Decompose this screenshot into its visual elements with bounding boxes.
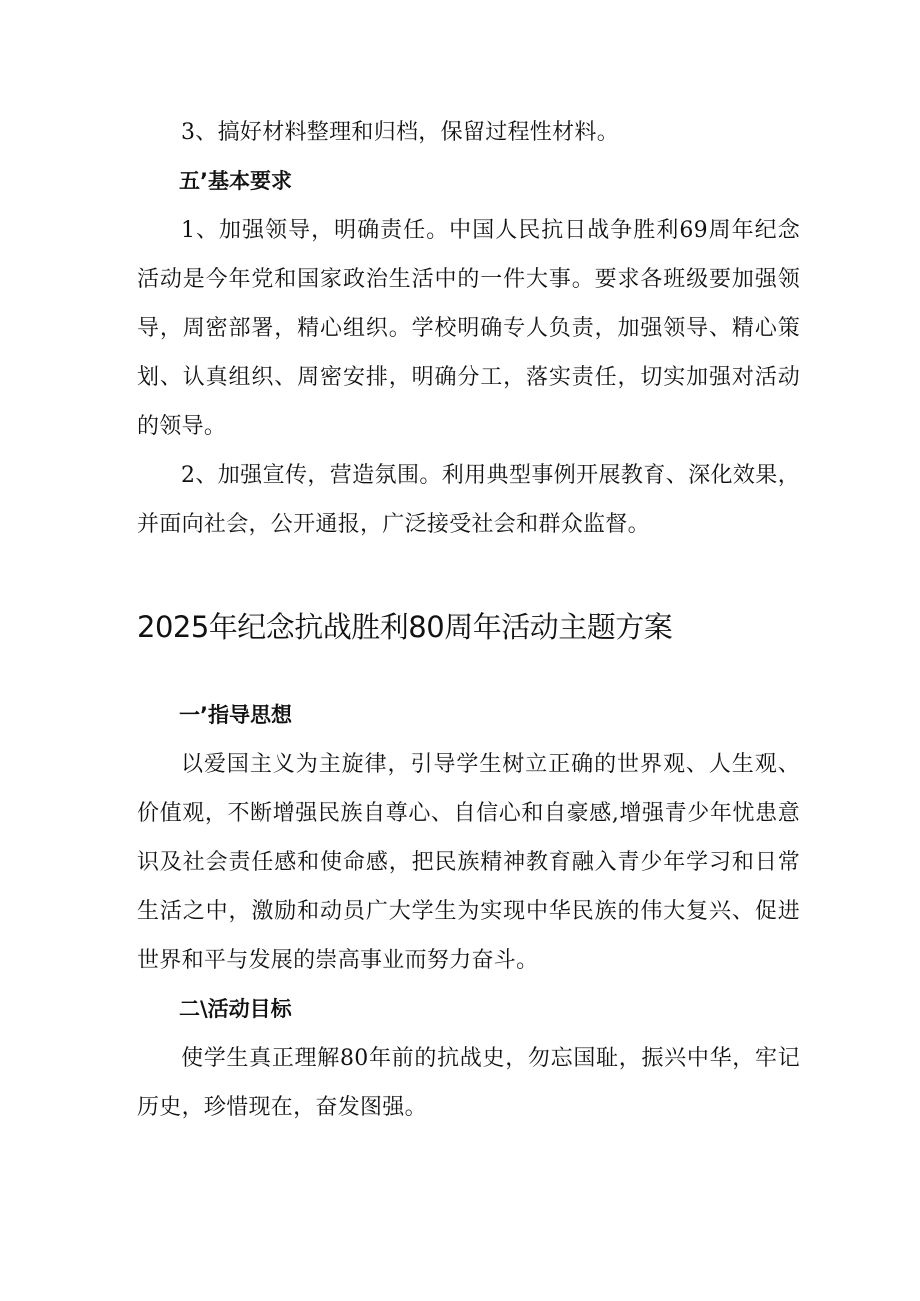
activity-goals-paragraph: 使学生真正理解80年前的抗战史，勿忘国耻，振兴中华，牢记历史，珍惜现在，奋发图强。 (137, 1046, 800, 1120)
requirement-2-paragraph: 2、加强宣传，营造氛围。利用典型事例开展教育、深化效果，并面向社会，公开通报，广泛接受社会和群众监督。 (137, 463, 800, 537)
item-3-paragraph: 3、搞好材料整理和归档，保留过程性材料。 (181, 120, 619, 145)
guiding-ideology-paragraph: 以爱国主义为主旋律，引导学生树立正确的世界观、人生观、价值观，不断增强民族自尊心、自信心和自豪感,增强青少年忧患意识及社会责任感和使命感，把民族精神教育融入青少年学习和日常生活之中，激励和动员广大学生为实现中华民族的伟大复兴、促进世界和平与发展的崇高事业而努力奋斗。 (137, 752, 800, 973)
requirement-1-paragraph: 1、加强领导，明确责任。中国人民抗日战争胜利69周年纪念活动是今年党和国家政治生活中的一件大事。要求各班级要加强领导，周密部署，精心组织。学校明确专人负责，加强领导、精心策划、认真组织、周密安排，明确分工，落实责任，切实加强对活动的领导。 (137, 218, 800, 439)
section-heading-basic-requirements: 五’基本要求 (179, 169, 292, 193)
document-title: 2025年纪念抗战胜利80周年活动主题方案 (137, 610, 673, 644)
section-heading-activity-goals: 二\活动目标 (179, 997, 292, 1021)
section-heading-guiding-ideology: 一’指导思想 (179, 703, 292, 727)
